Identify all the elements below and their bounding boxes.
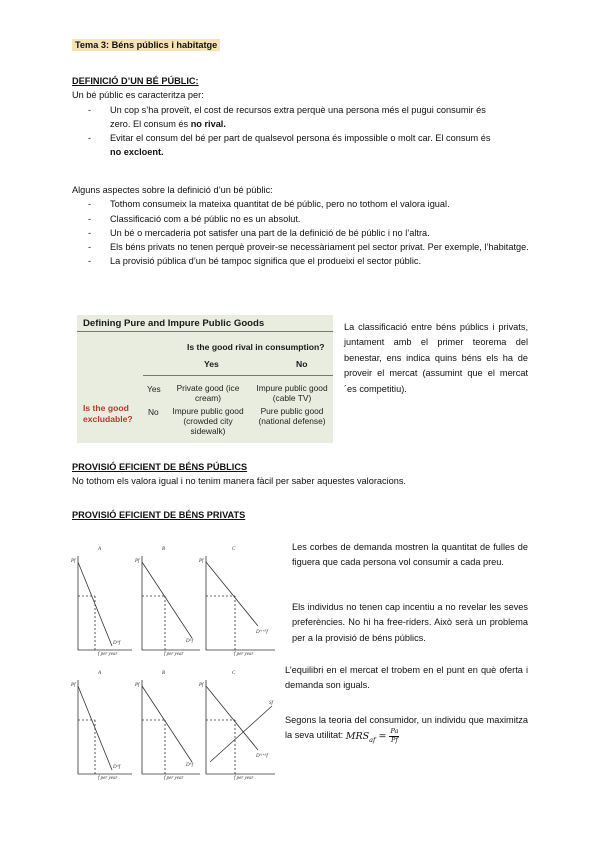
- private-text-p4: Segons la teoria del consumidor, un individu que maximitza la seva utilitat: $MRS_{af}$ = $\frac{Pa}{Pf}$: [285, 715, 528, 744]
- demand-supply-graphs: [70, 662, 280, 780]
- demand-eve-label: Dᴱf: [186, 639, 194, 644]
- table-col-question: Is the good rival in consumption?: [187, 342, 325, 352]
- table-note: La classificació entre béns públics i privats, juntament amb el primer teorema del benestar, ens indica quins béns els ha de proveir el mercat (assumint que el mercat ´es competitiu).: [344, 322, 528, 394]
- definition-bullet-excludable: - Evitar el consum del bé per part de qualsevol persona és impossible o molt car. El consum és no excloent.: [72, 131, 532, 160]
- x-axis-label: f per year: [234, 776, 254, 780]
- aspect-item: - La provisió pública d’un bé tampoc significa que el produeixi el sector públic.: [72, 254, 532, 268]
- aspects-intro: Alguns aspectes sobre la definició d’un bé públic:: [72, 185, 273, 195]
- private-text-p2: Els individus no tenen cap incentiu a no revelar les seves preferències. No hi ha free-riders. Això serà un problema per a la provisió de béns públics.: [292, 602, 528, 643]
- panel-b-label: B: [162, 547, 166, 552]
- table-cell-impure-cable: Impure public good (cable TV): [256, 383, 328, 404]
- demand-adam-label: Dᴬf: [113, 641, 121, 646]
- table-col-yes: Yes: [204, 359, 219, 369]
- table-cell-private: Private good (ice cream): [176, 383, 240, 404]
- y-axis-label: Pf: [199, 559, 204, 564]
- y-axis-label: Pf: [199, 683, 204, 688]
- panel-c-label: C: [232, 671, 236, 676]
- table-divider: [77, 331, 333, 332]
- x-axis-label: f per year: [98, 652, 118, 656]
- definition-intro: Un bé públic es caracteritza per:: [72, 90, 204, 101]
- panel-a-label: A: [98, 671, 102, 676]
- efficient-public-heading: PROVISIÓ EFICIENT DE BÉNS PÚBLICS: [72, 462, 248, 472]
- panel-b-label: B: [162, 671, 166, 676]
- x-axis-label: f per year: [98, 776, 118, 780]
- supply-label: Sf: [269, 701, 273, 706]
- document-title: Tema 3: Béns públics i habitatge: [72, 38, 220, 52]
- demand-market-label: Dᴬ⁺ᴱf: [256, 630, 268, 635]
- table-cell-impure-sidewalk: Impure public good (crowded city sidewalk): [172, 406, 244, 437]
- table-title: Defining Pure and Impure Public Goods: [83, 318, 265, 329]
- aspect-item: - Un bé o mercaderia pot satisfer una part de la definició de bé públic i no l’altra.: [72, 226, 532, 240]
- efficient-private-heading: PROVISIÓ EFICIENT DE BÉNS PRIVATS: [72, 510, 246, 520]
- demand-eve-label: Dᴱf: [186, 763, 194, 768]
- table-cell-pure: Pure public good (national defense): [258, 406, 326, 427]
- y-axis-label: Pf: [135, 683, 140, 688]
- x-axis-label: f per year: [164, 776, 184, 780]
- definition-bullet-rival: - Un cop s’ha proveït, el cost de recursos extra perquè una persona més el pugui consumir és zero. El consum és no rival.: [72, 103, 532, 132]
- panel-c-label: C: [232, 547, 236, 552]
- definition-section: [72, 74, 532, 160]
- aspect-item: - Els béns privats no tenen perquè proveir-se necessàriament pel sector privat. Per exemple, l’habitatge.: [72, 240, 532, 254]
- table-row-question: Is the good excludable?: [83, 403, 133, 425]
- aspect-item: - Classificació com a bé públic no es un absolut.: [72, 212, 532, 226]
- demand-graphs-individual: [70, 538, 280, 656]
- x-axis-label: f per year: [234, 652, 254, 656]
- table-divider: [143, 375, 333, 376]
- public-goods-table: [77, 315, 333, 443]
- aspect-item: - Tothom consumeix la mateixa quantitat de bé públic, pero no tothom el valora igual.: [72, 197, 532, 211]
- table-row-yes: Yes: [147, 384, 161, 394]
- private-text-p1: Les corbes de demanda mostren la quantitat de fulles de figuera que cada persona vol consumir a cada preu.: [292, 542, 528, 568]
- panel-a-label: A: [98, 547, 102, 552]
- y-axis-label: Pf: [135, 559, 140, 564]
- definition-heading: DEFINICIÓ D’UN BÉ PÚBLIC:: [72, 76, 199, 86]
- mrs-formula: $MRS_{af}$ = $\frac{Pa}{Pf}$: [345, 727, 399, 744]
- efficient-public-text: No tothom els valora igual i no tenim manera fàcil per saber aquestes valoracions.: [72, 476, 406, 487]
- private-text-p3: L’equilibri en el mercat el trobem en el punt en què oferta i demanda son iguals.: [285, 665, 528, 691]
- demand-market-label: Dᴬ⁺ᴱf: [256, 754, 268, 759]
- x-axis-label: f per year: [164, 652, 184, 656]
- aspects-section: [72, 183, 532, 269]
- table-col-no: No: [296, 359, 308, 369]
- efficient-public-section: [72, 460, 532, 489]
- table-row-no: No: [148, 407, 159, 417]
- y-axis-label: Pf: [71, 683, 76, 688]
- y-axis-label: Pf: [71, 559, 76, 564]
- demand-adam-label: Dᴬf: [113, 765, 121, 770]
